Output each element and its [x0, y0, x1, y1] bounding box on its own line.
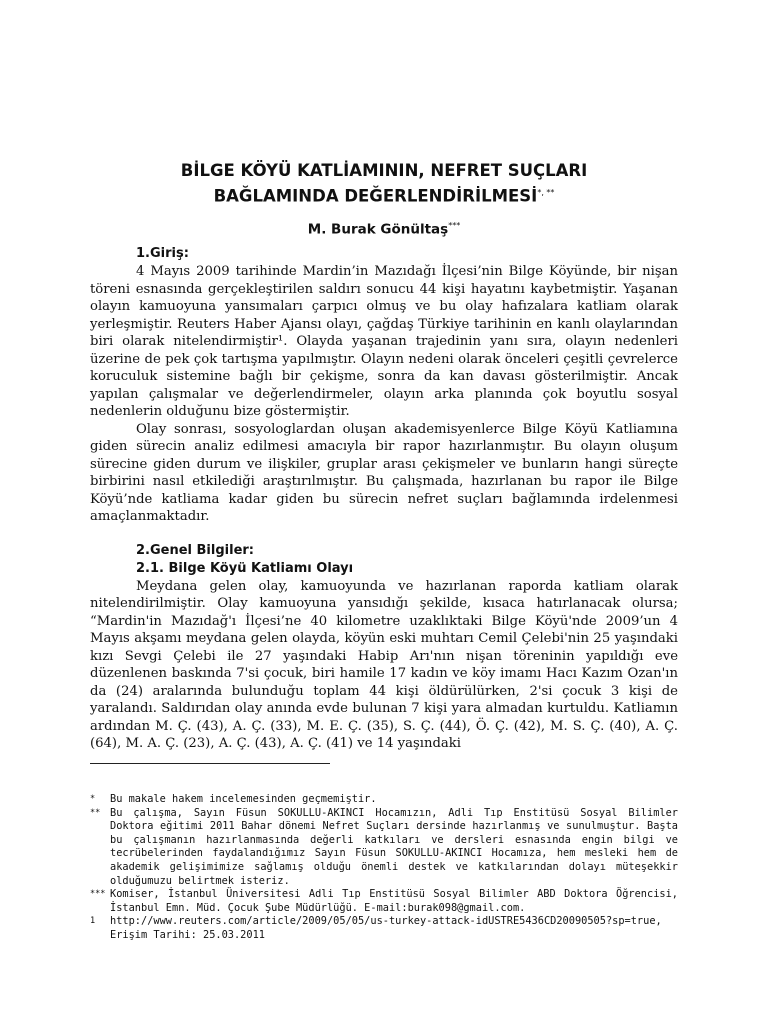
section-2-heading: 2.Genel Bilgiler: — [136, 542, 254, 558]
title-footnote-marks[interactable]: *, ** — [537, 188, 555, 197]
section-1-heading: 1.Giriş: — [136, 246, 189, 261]
footnote-mark: 1 — [90, 916, 96, 927]
footnote-text: Bu çalışma, Sayın Füsun SOKULLU-AKINCI Hocamızın, Adli Tıp Enstitüsü Sosyal Bilimler Doktora eğitimi 2011 Bahar dönemi Nefret Suçları dersinde hazırlanmış ve sunulmuştur. Başta bu çalışmanın hazırlanmasında değerli katkıları ve dersleri esnasında engin bilgi ve tecrübelerinden faydalandığımız Sayın Füsun SOKULLU-AKINCI Hocamıza, hem mesleki hem de akademik gelişimimize sağlamış olduğu önemli destek ve katkılarından dolayı müteşekkir olduğumuzu belirtmek isteriz. — [110, 806, 678, 887]
paragraph: Meydana gelen olay, kamuoyunda ve hazırlanan raporda katliam olarak nitelendirilmiştir. Olay kamuoyuna yansıdığı şekilde, kısaca hatırlanacak olursa; “Mardin'in Mazıdağ'ı İlçesi’ne 40 kilometre uzaklıktaki Bilge Köyü'nde 2009’un 4 Mayıs akşamı meydana gelen olayda, köyün eski muhtarı Cemil Çelebi'nin 25 yaşındaki kızı Sevgi Çelebi ile 27 yaşındaki Habip Arı'nın nişan töreninin yapıldığı eve düzenlenen baskında 7'si çocuk, biri hamile 17 kadın ve köy imamı Hacı Kazım Ozan'ın da (24) aralarında bulunduğu toplam 44 kişi öldürülürken, 2'si çocuk 3 kişi de yaralandı. Saldırıdan olay anında evde bulunan 7 kişi yara almadan kurtuldu. Katliamın ardından M. Ç. (43), A. Ç. (33), M. E. Ç. (35), S. Ç. (44), Ö. Ç. (42), M. S. Ç. (40), A. Ç. (64), M. A. Ç. (23), A. Ç. (43), A. Ç. (41) ve 14 yaşındaki — [90, 578, 678, 751]
article-body — [90, 160, 678, 764]
title-line-2: BAĞLAMINDA DEĞERLENDİRİLMESİ — [213, 186, 538, 206]
paragraph: Olay sonrası, sosyologlardan oluşan akademisyenlerce Bilge Köyü Katliamına giden sürecin analiz edilmesi amacıyla bir rapor hazırlanmıştır. Bu olayın oluşum sürecine giden durum ve ilişkiler, gruplar arası çekişmeler ve bunların hangi süreçte birbirini nasıl etkilediği araştırılmıştır. Bu çalışmada, hazırlanan bu rapor ile Bilge Köyü’nde katliama kadar giden bu sürecin nefret suçları bağlamında irdelenmesi amaçlanmaktadır. — [90, 421, 678, 524]
author-footnote-mark[interactable]: *** — [448, 220, 461, 230]
paragraph: 4 Mayıs 2009 tarihinde Mardin’in Mazıdağı İlçesi’nin Bilge Köyünde, bir nişan töreni esnasında gerçekleştirilen saldırı sonucu 44 kişi hayatını kaybetmiştir. Yaşanan olayın kamuoyuna yansımaları çarpıcı olmuş ve bu olay hafızalara katliam olarak yerleşmiştir. Reuters Haber Ajansı olayı, çağdaş Türkiye tarihinin en kanlı olaylarından biri olarak nitelendirmiştir¹. Olayda yaşanan trajedinin yanı sıra, olayın nedenleri üzerine de pek çok tartışma yapılmıştır. Olayın nedeni olarak önceleri çeşitli çevrelerce koruculuk sistemine bağlı bir çekişme, sonra da kan davası gösterilmiştir. Ancak yapılan çalışmalar ve değerlendirmeler, olayın arka planında çok boyutlu sosyal nedenlerin olduğunu bize göstermiştir. — [90, 264, 678, 419]
footnotes — [90, 793, 678, 943]
section-1-body — [90, 263, 678, 526]
footnote-divider — [90, 763, 330, 764]
footnote-item — [90, 793, 678, 807]
footnote-mark: *** — [90, 889, 106, 900]
footnote-item — [90, 807, 678, 889]
section-2-1-body — [90, 578, 678, 753]
article-title — [90, 160, 678, 208]
author-name — [90, 221, 678, 238]
footnote-mark: * — [90, 794, 96, 804]
footnote-text: Bu makale hakem incelemesinden geçmemiştir. — [110, 793, 377, 805]
footnote-text: Komiser, İstanbul Üniversitesi Adli Tıp Enstitüsü Sosyal Bilimler ABD Doktora Öğrencisi, İstanbul Emn. Müd. Çocuk Şube Müdürlüğü. E-mail:burak098@gmail.com. — [110, 888, 678, 914]
footnote-item — [90, 888, 678, 915]
title-line-1: BİLGE KÖYÜ KATLİAMININ, NEFRET SUÇLARI — [180, 161, 588, 180]
footnote-item — [90, 915, 678, 942]
author-text: M. Burak Gönültaş — [307, 221, 449, 237]
footnote-link[interactable]: http://www.reuters.com/article/2009/05/05/us-turkey-attack-idUSTRE5436CD20090505?sp=true, Erişim Tarihi: 25.03.2011 — [110, 915, 662, 941]
section-2-1-heading: 2.1. Bilge Köyü Katliamı Olayı — [136, 560, 354, 576]
footnote-mark: ** — [90, 807, 101, 818]
